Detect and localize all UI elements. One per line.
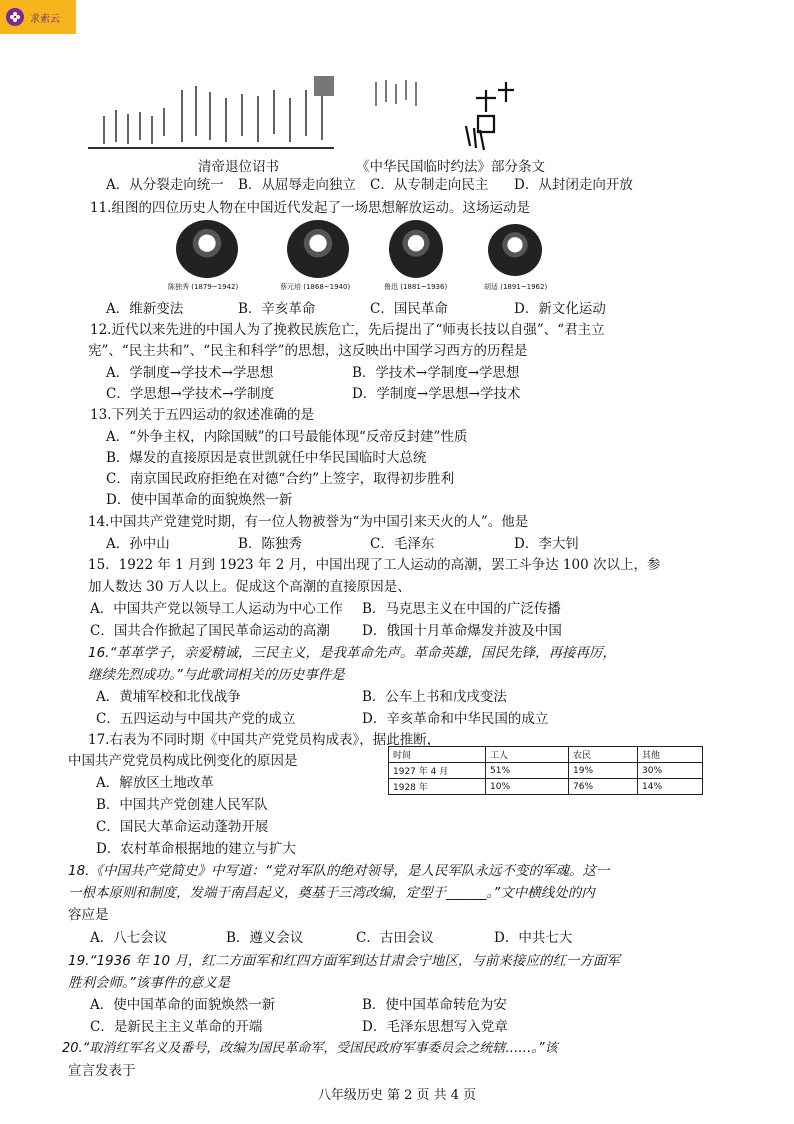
q13-option-d: D．使中国革命的面貌焕然一新 [106,492,293,508]
portrait-caption-2: 蔡元培 (1868~1940) [280,283,351,291]
portrait-cai-yuanpei [287,220,349,278]
q15-option-d: D．俄国十月革命爆发并波及中国 [362,623,562,639]
q11-option-b: B．辛亥革命 [238,301,316,317]
q12-stem-2: 宪”、“民主共和”、“民主和科学”的思想，这反映出中国学习西方的历程是 [88,343,528,359]
q15-option-a: A．中国共产党以领导工人运动为中心工作 [90,601,343,617]
portrait-lu-xun [389,220,443,278]
table-header-cell: 农民 [569,747,638,763]
q16-option-c: C．五四运动与中国共产党的成立 [96,711,296,727]
table-header-cell: 工人 [486,747,569,763]
q18-option-b: B．遵义会议 [226,930,304,946]
portrait-caption-3: 鲁迅 (1881~1936) [384,283,448,291]
table-cell: 51% [486,763,569,779]
q19-option-d: D．毛泽东思想写入党章 [362,1019,508,1035]
q10-option-b: B．从屈辱走向独立 [238,177,356,193]
q15-stem-1: 15．1922 年 1 月到 1923 年 2 月，中国出现了工人运动的高潮，罢工斗争达 100 次以上，参 [88,557,661,573]
q16-option-a: A．黄埔军校和北伐战争 [96,689,241,705]
q13-option-a: A．“外争主权，内除国贼”的口号最能体现“反帝反封建”性质 [106,429,468,445]
q13-option-c: C．南京国民政府拒绝在对德“合约”上签字，取得初步胜利 [106,471,455,487]
q17-stem-1: 17.右表为不同时期《中国共产党党员构成表》，据此推断， [88,732,441,748]
q18-option-d: D．中共七大 [494,930,573,946]
q12-option-c: C．学思想→学技术→学制度 [106,386,274,402]
q17-stem-2: 中国共产党党员构成比例变化的原因是 [68,753,298,769]
q12-stem-1: 12.近代以来先进的中国人为了挽救民族危亡，先后提出了“师夷长技以自强”、“君主立 [90,322,605,338]
q17-option-c: C．国民大革命运动蓬勃开展 [96,819,269,835]
table-cell: 19% [569,763,638,779]
table-header-cell: 其他 [638,747,703,763]
table-header-row [389,747,703,763]
q16-stem-2: 继续先烈成功。”与此歌词相关的历史事件是 [88,667,345,683]
q16-option-b: B．公车上书和戊戌变法 [362,689,507,705]
q18-stem-1: 18.《中国共产党简史》中写道：“党对军队的绝对领导，是人民军队永远不变的军魂。这一 [68,863,610,879]
q20-stem-1: 20.“取消红军名义及番号，改编为国民革命军，受国民政府军事委员会之统辖……。”该 [62,1041,558,1056]
q12-option-a: A．学制度→学技术→学思想 [106,365,274,381]
q18-option-a: A．八七会议 [90,930,168,946]
q16-stem-1: 16.“革革学子，亲爱精诚，三民主义，是我革命先声。革命英雄，国民先锋，再接再厉， [88,645,616,661]
q19-option-a: A．使中国革命的面貌焕然一新 [90,997,276,1013]
page-footer: 八年级历史 第 2 页 共 4 页 [317,1088,477,1103]
table-row [389,763,703,779]
abdication-edict-image [86,76,336,154]
q19-option-c: C．是新民主主义革命的开端 [90,1019,263,1035]
badge-text: 求索云 [30,13,60,25]
q19-option-b: B．使中国革命转危为安 [362,997,507,1013]
q10-option-a: A．从分裂走向统一 [106,177,224,193]
q11-option-d: D．新文化运动 [514,301,606,317]
table-cell: 1928 年 [389,779,486,795]
q12-option-d: D．学制度→学思想→学技术 [352,386,521,402]
q17-option-d: D．农村革命根据地的建立与扩大 [96,841,296,857]
table-cell: 30% [638,763,703,779]
source-badge [0,0,76,34]
q13-stem: 13.下列关于五四运动的叙述准确的是 [90,407,314,423]
q11-stem: 11.组图的四位历史人物在中国近代发起了一场思想解放运动。这场运动是 [90,200,530,216]
q11-option-c: C．国民革命 [370,301,448,317]
table-cell: 1927 年 4 月 [389,763,486,779]
q10-option-c: C．从专制走向民主 [370,177,489,193]
caption-abdication: 清帝退位诏书 [198,159,279,175]
q13-option-b: B．爆发的直接原因是袁世凯就任中华民国临时大总统 [106,450,427,466]
portrait-caption-4: 胡适 (1891~1962) [484,283,548,291]
q14-stem: 14.中国共产党建党时期，有一位人物被誉为“为中国引来天火的人”。他是 [88,514,529,530]
q19-stem-2: 胜利会师。”该事件的意义是 [68,975,231,991]
q15-option-c: C．国共合作掀起了国民革命运动的高潮 [90,623,330,639]
table-row [389,779,703,795]
q19-stem-1: 19.“1936 年 10 月，红二方面军和红四方面军到达甘肃会宁地区，与前来接应的红一方面军 [68,953,620,969]
q18-stem-3: 容应是 [68,907,109,923]
q18-stem-2: 一根本原则和制度，发端于南昌起义，奠基于三湾改编，定型于______。”文中横线处的内 [68,885,595,901]
caption-constitution: 《中华民国临时约法》部分条文 [356,159,545,175]
q16-option-d: D．辛亥革命和中华民国的成立 [362,711,549,727]
portrait-chen-duxiu [176,220,238,278]
q17-option-b: B．中国共产党创建人民军队 [96,797,268,813]
q11-option-a: A．维新变法 [106,301,184,317]
portrait-hu-shi [488,224,542,276]
table-cell: 10% [486,779,569,795]
q10-option-d: D．从封闭走向开放 [514,177,633,193]
table-header-cell: 时间 [389,747,486,763]
party-composition-table [388,746,703,795]
q15-stem-2: 加人数达 30 万人以上。促成这个高潮的直接原因是、 [88,579,411,595]
q14-option-b: B．陈独秀 [238,536,302,552]
q17-option-a: A．解放区土地改革 [96,775,214,791]
table-cell: 76% [569,779,638,795]
q14-option-a: A．孙中山 [106,536,170,552]
q12-option-b: B．学技术→学制度→学思想 [352,365,520,381]
q14-option-c: C．毛泽东 [370,536,435,552]
provisional-constitution-image [366,76,526,154]
q18-option-c: C．古田会议 [356,930,434,946]
flower-logo-icon [6,8,24,26]
portrait-caption-1: 陈独秀 (1879~1942) [168,283,239,291]
q14-option-d: D．李大钊 [514,536,579,552]
table-cell: 14% [638,779,703,795]
q15-option-b: B．马克思主义在中国的广泛传播 [362,601,561,617]
q20-stem-2: 宣言发表于 [68,1063,136,1079]
